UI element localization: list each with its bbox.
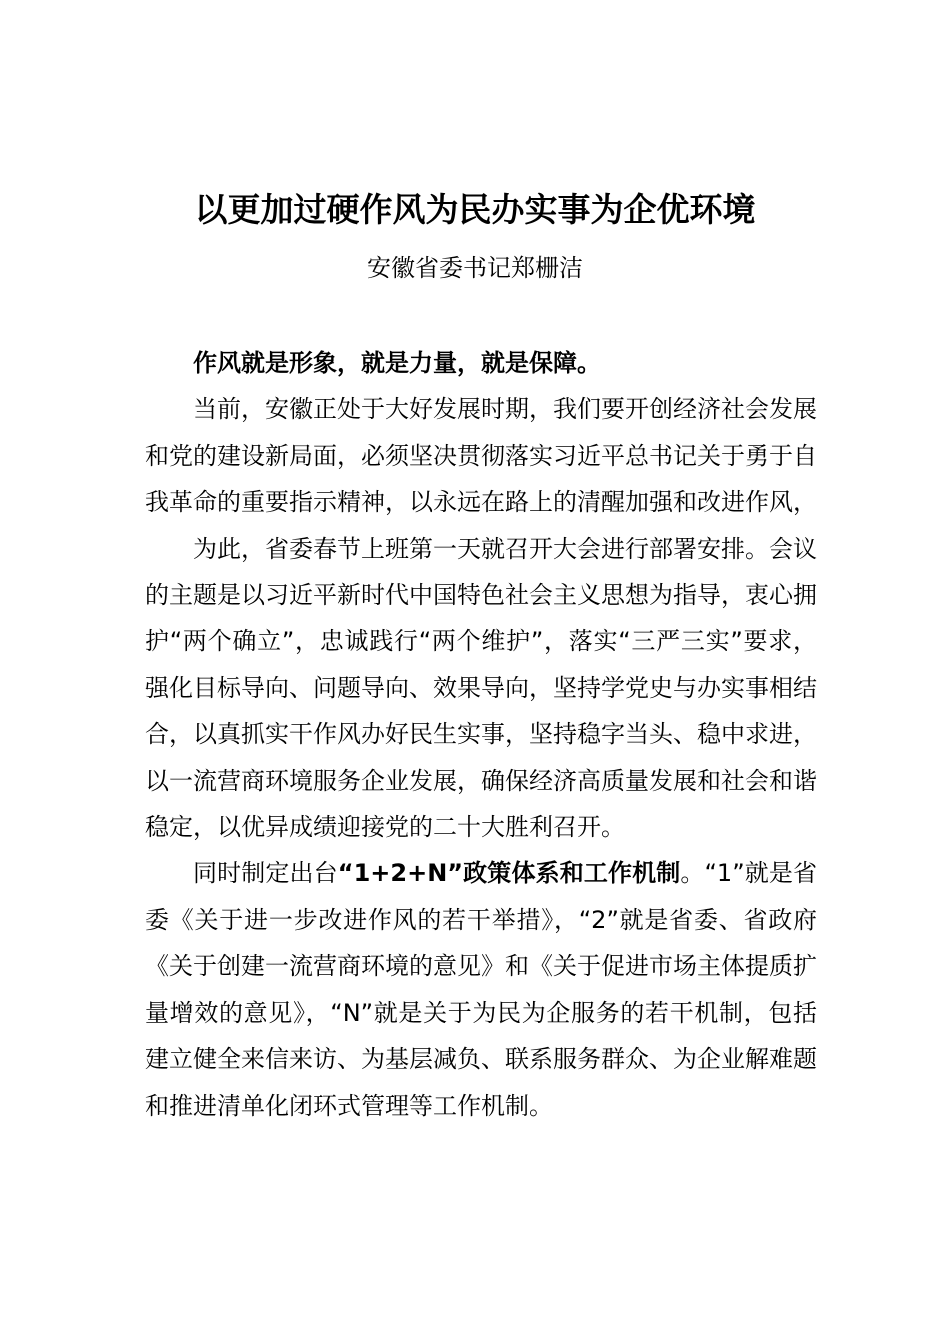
paragraph-2: 为此，省委春节上班第一天就召开大会进行部署安排。会议的主题是以习近平新时代中国特色社会主义思想为指导，衷心拥护“两个确立”，忠诚践行“两个维护”，落实“三严三实”要求，强化目标导向、问题导向、效果导向，坚持学党史与办实事相结合，以真抓实干作风办好民生实事，坚持稳字当头、稳中求进，以一流营商环境服务企业发展，确保经济高质量发展和社会和谐稳定，以优异成绩迎接党的二十大胜利召开。: [145, 534, 817, 842]
paragraph-3: [145, 850, 817, 1128]
document-body: [145, 340, 817, 1129]
paragraph-3-prefix: 同时制定出台: [193, 859, 338, 888]
policy-system-name: “1+2+N”政策体系和工作机制: [337, 859, 681, 888]
paragraph-1: 当前，安徽正处于大好发展时期，我们要开创经济社会发展和党的建设新局面，必须坚决贯彻落实习近平总书记关于勇于自我革命的重要指示精神，以永远在路上的清醒加强和改进作风，: [145, 395, 817, 517]
document-author: 安徽省委书记郑栅洁: [367, 254, 583, 282]
document-title: 以更加过硬作风为民办实事为企优环境: [194, 190, 756, 229]
paragraph-3-rest: 。“1”就是省委《关于进一步改进作风的若干举措》，“2”就是省委、省政府《关于创建一流营商环境的意见》和《关于促进市场主体提质扩量增效的意见》，“N”就是关于为民为企服务的若干机制，包括建立健全来信来访、为基层减负、联系服务群众、为企业解难题和推进清单化闭环式管理等工作机制。: [145, 859, 818, 1120]
lead-paragraph: 作风就是形象，就是力量，就是保障。: [193, 349, 601, 377]
